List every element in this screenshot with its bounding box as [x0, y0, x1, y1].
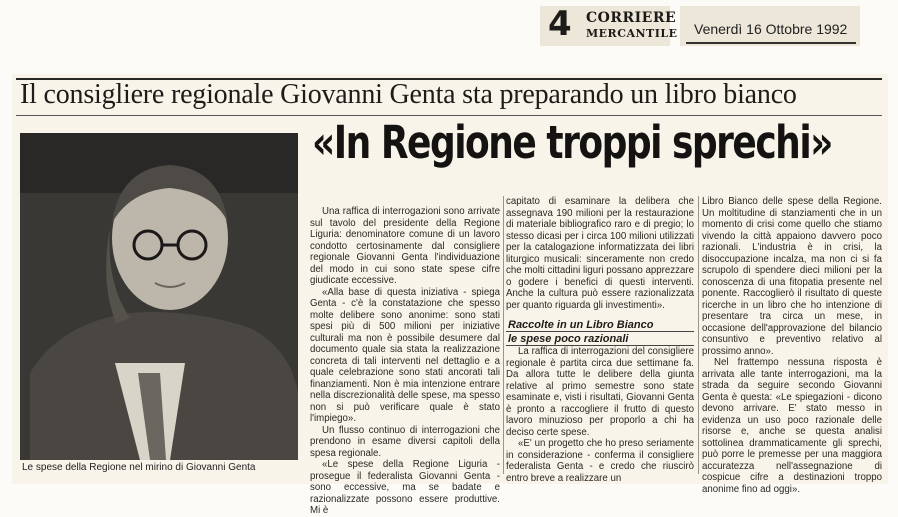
newspaper-name-line1: CORRIERE	[586, 10, 677, 26]
paragraph: Una raffica di interrogazioni sono arrivate sul tavolo del presidente della Regione Liguria: denominatore comune di un lavoro condotto certosinamente dal consigliere regionale Giovanni Genta l'individuazione del modo in cui sono state spese cifre giudicate eccessive.	[310, 206, 500, 286]
subheading-1: Raccolte in un Libro Bianco	[508, 319, 654, 331]
paragraph: La raffica di interrogazioni del consigliere regionale è partita circa due settimane fa. Da allora tutte le delibere della giunta relative al primo semestre sono state esaminate e, visti i risultati, Giovanni Genta è pronto a raccogliere il frutto di questo lavoro minuzioso per proporlo a chi ha deciso certe spese.	[506, 346, 694, 438]
article-column-2	[506, 196, 694, 318]
page-number: 4	[548, 4, 572, 44]
article-headline: «In Regione troppi sprechi»	[312, 118, 832, 170]
portrait-photo	[20, 133, 298, 460]
article-column-2-continued	[506, 346, 694, 484]
article-column-1	[310, 206, 500, 516]
publication-date: Venerdì 16 Ottobre 1992	[694, 21, 848, 37]
column-divider	[698, 196, 699, 474]
subheading-2: le spese poco razionali	[508, 333, 629, 345]
paragraph: Un flusso continuo di interrogazioni che prendono in esame diversi capitoli della spesa regionale.	[310, 424, 500, 459]
paragraph: capitato di esaminare la delibera che assegnava 190 milioni per la restaurazione di materiale bibliografico raro e di pregio; lo stesso dicasi per i circa 100 milioni utilizzati per la catalogazione informatizzata dei libri liturgico musicali: sinceramente non credo che molti cittadini liguri possano apprezzare o godere i benefici di questi interventi. Anche la cultura può essere razionalizzata per quanto riguarda gli investimenti».	[506, 196, 694, 311]
photo-caption: Le spese della Regione nel mirino di Giovanni Genta	[22, 462, 256, 473]
newspaper-name-line2: MERCANTILE	[586, 27, 678, 40]
paragraph: «Le spese della Regione Liguria - prosegue il federalista Giovanni Genta - sono eccessive, ma se badate e razionalizzate possono essere produttive. Mi è	[310, 459, 500, 516]
paragraph: «E' un progetto che ho preso seriamente in considerazione - conferma il consigliere federalista Genta - e credo che riuscirò entro breve a realizzare un	[506, 438, 694, 484]
article-column-3	[702, 196, 882, 495]
paragraph: Nel frattempo nessuna risposta è arrivata alle tante interrogazioni, ma la strada da seguire secondo Giovanni Genta è questa: «Le spiegazioni - dicono devono arrivare. E' stato messo in evidenza un uso poco razionale delle risorse e, anche se questa analisi sottolinea drammaticamente gli sprechi, può porre le premesse per una maggiora accuratezza nell'assegnazione di cospicue cifre a destinazioni troppo anonime fino ad oggi».	[702, 357, 882, 495]
portrait-illustration	[20, 133, 298, 460]
column-divider	[503, 196, 504, 474]
kicker-rule	[16, 115, 882, 116]
subhead-rule	[506, 331, 694, 332]
paragraph: Libro Bianco delle spese della Regione. Un moltitudine di stanziamenti che in un momento di crisi come quello che stiamo vivendo la città appaiono davvero poco razionali. L'industria è in crisi, la disoccupazione incalza, ma non ci si fa scrupolo di spendere dieci milioni per la conoscenza di una fitopatia presente nel ponente. Raccoglierò il risultato di queste ricerche in un libro che ho intenzione di presentare tra circa un mese, in occasione dell'approvazione del bilancio consuntivo e preventivo relativo al prossimo anno».	[702, 196, 882, 357]
paragraph: «Alla base di questa iniziativa - spiega Genta - c'è la constatazione che spesso molte delibere sono anonime: sono stati spesi più di 500 milioni per iniziative culturali ma non è possibile desumere dal documento quale sia stata la realizzazione concreta di tali interventi nel dettaglio e a quale celebrazione sono stati ancorati tali finanziamenti. Non è mia intenzione entrare nella discrezionalità delle spese, ma spesso non si può verificare quale è stato l'impiego».	[310, 286, 500, 424]
date-underline	[686, 42, 856, 44]
article-kicker: Il consigliere regionale Giovanni Genta sta preparando un libro bianco	[20, 79, 797, 110]
